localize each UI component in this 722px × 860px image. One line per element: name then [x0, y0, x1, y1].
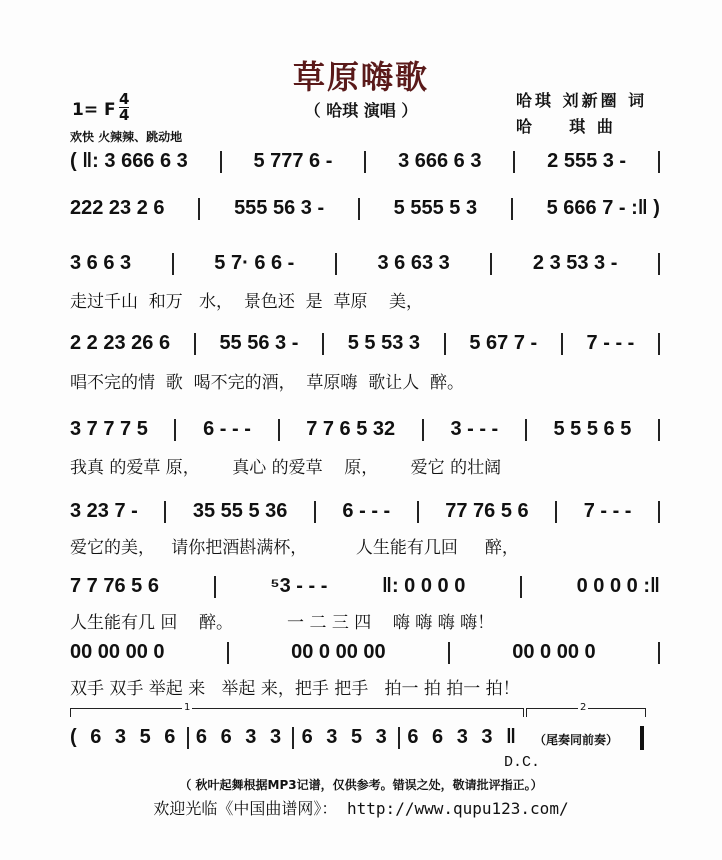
barline	[194, 333, 196, 355]
measure: 3 7 7 7 5	[70, 418, 148, 440]
barline	[214, 576, 216, 598]
barline	[511, 198, 513, 220]
barline	[174, 419, 176, 441]
barline	[364, 151, 366, 173]
measure: ( ‖: 3 666 6 3	[70, 150, 188, 172]
lyrics-row-4: 唱不完的情 歌 喝不完的酒， 草原嗨 歌让人 醉。	[70, 373, 465, 393]
barline	[164, 501, 166, 523]
lyrics-row-8: 双手 双手 举起 来 举起 来，把手 把手 拍一 拍 拍一 拍！	[70, 679, 520, 699]
volta-1-bracket	[70, 708, 524, 717]
measure: 6 6 3 3	[195, 726, 286, 748]
da-capo: D.C.	[504, 754, 541, 771]
notation-row-7	[70, 575, 660, 598]
measure: 5 5 53 3	[347, 332, 421, 354]
measure: 00 0 00 0	[512, 641, 596, 663]
lyrics-row-6: 爱它的美， 请你把酒斟满杯， 人生能有几回 醉，	[70, 538, 519, 558]
measure: 3 - - -	[450, 418, 499, 440]
measure: 2 555 3 -	[547, 150, 627, 172]
measure: 55 56 3 -	[219, 332, 299, 354]
measure: 7 7 76 5 6	[70, 575, 159, 597]
barline	[172, 253, 174, 275]
barline	[335, 253, 337, 275]
barline	[555, 501, 557, 523]
measure: 5 555 5 3	[393, 197, 478, 219]
measure: 2 3 53 3 -	[532, 252, 618, 274]
barline	[561, 333, 563, 355]
measure: 3 666 6 3	[398, 150, 482, 172]
tempo-marking: 欢快 火辣辣、跳动地	[70, 130, 183, 144]
barline	[322, 333, 324, 355]
barline	[448, 642, 450, 664]
measure: 6 6 3 3 ‖	[407, 726, 520, 748]
barline	[417, 501, 419, 523]
barline	[658, 333, 660, 355]
composer: 哈 琪 曲	[516, 117, 616, 136]
barline	[658, 253, 660, 275]
measure: 3 6 63 3	[377, 252, 450, 274]
barline	[444, 333, 446, 355]
barline	[658, 151, 660, 173]
measure: ⁵3 - - -	[270, 575, 328, 597]
volta-2-label: 2	[580, 702, 587, 713]
measure: 555 56 3 -	[234, 197, 325, 219]
barline	[658, 642, 660, 664]
barline	[658, 501, 660, 523]
measure: 2 2 23 26 6	[70, 332, 171, 354]
measure: 6 - - -	[342, 500, 391, 522]
barline	[292, 727, 294, 749]
notation-row-5	[70, 418, 660, 441]
measure: 0 0 0 0 :‖	[576, 575, 660, 597]
notation-row-8	[70, 641, 660, 664]
barline	[227, 642, 229, 664]
lyrics-row-3: 走过千山 和万 水， 景色还 是 草原 美，	[70, 292, 424, 312]
time-signature	[119, 92, 129, 123]
measure: 5 5 5 6 5	[553, 418, 632, 440]
measure: 77 76 5 6	[445, 500, 529, 522]
song-title: 草原嗨歌	[292, 58, 429, 96]
coda-note: （尾奏同前奏）	[534, 733, 619, 747]
notation-row-9	[70, 726, 520, 749]
key-signature: 1= F	[72, 100, 116, 120]
measure: 3 6 6 3	[70, 252, 132, 274]
time-bottom: 4	[119, 106, 130, 124]
measure: ( 6 3 5 6	[70, 726, 180, 748]
measure: 3 23 7 -	[70, 500, 138, 522]
notation-row-3	[70, 252, 660, 275]
barline	[422, 419, 424, 441]
notation-row-6	[70, 500, 660, 523]
measure: 35 55 5 36	[192, 500, 288, 522]
barline	[520, 576, 522, 598]
lyricist: 哈琪 刘新圈 词	[516, 91, 648, 110]
notation-row-4	[70, 332, 660, 355]
volta-1-label: 1	[184, 702, 191, 713]
barline	[314, 501, 316, 523]
measure: 7 7 6 5 32	[306, 418, 396, 440]
measure: 00 00 00 0	[70, 641, 165, 663]
measure: 00 0 00 00	[291, 641, 386, 663]
measure: 5 777 6 -	[253, 150, 333, 172]
lyrics-row-7: 人生能有几 回 醉。 一 二 三 四 嗨 嗨 嗨 嗨！	[70, 613, 495, 633]
lyrics-row-5: 我真 的爱草 原， 真心 的爱草 原， 爱它 的壮阔	[70, 458, 502, 478]
barline	[398, 727, 400, 749]
transcription-note: （ 秋叶起舞根据MP3记谱，仅供参考。错误之处，敬请批评指正。）	[179, 778, 543, 792]
measure: 5 666 7 - :‖ )	[546, 197, 660, 219]
barline	[658, 419, 660, 441]
notation-row-1	[70, 150, 660, 173]
barline	[198, 198, 200, 220]
barline	[490, 253, 492, 275]
time-top: 4	[119, 90, 130, 108]
barline	[278, 419, 280, 441]
final-barline	[640, 726, 644, 750]
notation-row-2	[70, 197, 660, 220]
barline	[220, 151, 222, 173]
barline	[513, 151, 515, 173]
measure: 6 - - -	[203, 418, 251, 440]
measure: 7 - - -	[586, 332, 635, 354]
measure: 222 23 2 6	[70, 197, 165, 219]
measure: 6 3 5 3	[301, 726, 391, 748]
barline	[525, 419, 527, 441]
website-credit: 欢迎光临《中国曲谱网》： http://www.qupu123.com/	[153, 799, 569, 818]
barline	[187, 727, 189, 749]
singer: （ 哈琪 演唱 ）	[304, 101, 418, 120]
measure: ‖: 0 0 0 0	[382, 575, 466, 597]
barline	[358, 198, 360, 220]
measure: 7 - - -	[583, 500, 632, 522]
measure: 5 7· 6 6 -	[214, 252, 295, 274]
measure: 5 67 7 -	[469, 332, 538, 354]
